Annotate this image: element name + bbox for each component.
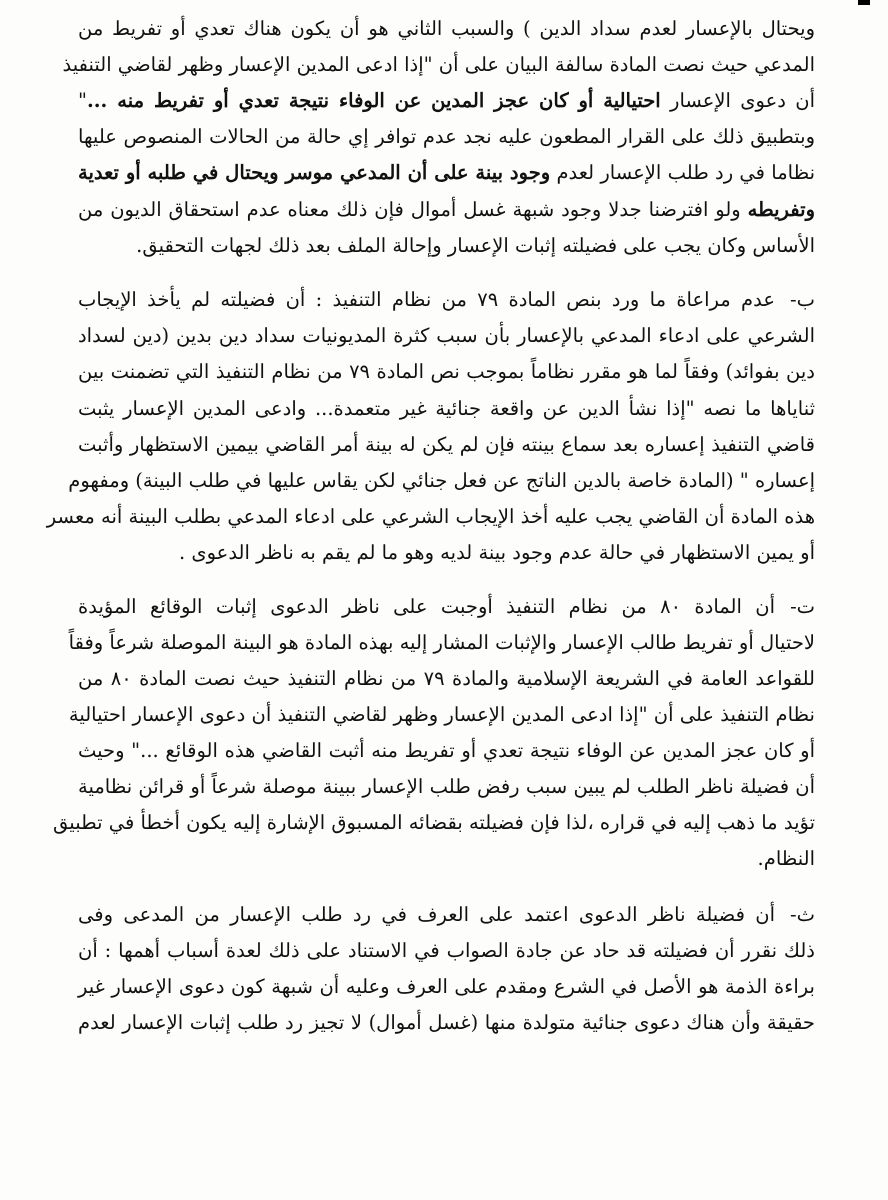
text-line: للقواعد العامة في الشريعة الإسلامية والمادة ٧٩ من نظام التنفيذ حيث نصت المادة ٨٠ من <box>78 667 815 690</box>
text-line <box>78 84 815 118</box>
paragraph-marker: ب- <box>790 288 815 311</box>
text-line: أو كان عجز المدين عن الوفاء نتيجة تعدي أو تفريط منه أثبت القاضي هذه الوقائع ..." وحيث <box>78 739 815 762</box>
line-text: ولو افترضنا جدلا وجود شبهة غسل أموال فإن ذلك معناه عدم استحقاق الديون من <box>78 198 748 221</box>
text-line: أو يمين الاستظهار في حالة عدم وجود بينة لديه وهو ما لم يقم به ناظر الدعوى . <box>178 541 815 564</box>
paragraph-t-first-line <box>78 590 815 624</box>
text-line: ذلك نقرر أن فضيلته قد حاد عن جادة الصواب في الاستناد على ذلك لعدة أسباب أهمها : أن <box>78 939 815 962</box>
line-text: عدم مراعاة ما ورد بنص المادة ٧٩ من نظام التنفيذ : أن فضيلته لم يأخذ الإيجاب <box>78 288 775 311</box>
text-line <box>78 193 815 227</box>
bold-phrase: وجود بينة على أن المدعي موسر ويحتال في طلبه أو تعدية <box>78 161 551 184</box>
text-line: نظام التنفيذ على أن "إذا ادعى المدين الإعسار وظهر لقاضي التنفيذ أن دعوى الإعسار احتيالية <box>68 703 815 726</box>
text-line <box>78 156 815 190</box>
text-line: براءة الذمة هو الأصل في الشرع ومقدم على العرف وعليه أن شبهة كون دعوى الإعسار غير <box>78 975 815 998</box>
paragraph-th-first-line <box>78 898 815 932</box>
line-text: أن فضيلة ناظر الدعوى اعتمد على العرف في رد طلب الإعسار من المدعى وفى <box>78 903 775 926</box>
text-line: النظام. <box>757 847 815 870</box>
text-line: الشرعي على ادعاء المدعي بالإعسار بأن سبب كثرة المديونيات سداد دين بدين (دين لسداد <box>78 324 815 347</box>
paragraph-b-first-line <box>78 283 815 317</box>
text-line: لاحتيال أو تفريط طالب الإعسار والإثبات المشار إليه بهذه المادة هو البينة الموصلة شرعاً وفقاً <box>68 631 815 654</box>
paragraph-marker: ت- <box>790 595 816 618</box>
text-line: ثناياها ما نصه "إذا نشأ الدين عن واقعة جنائية غير متعمدة... وادعى المدين الإعسار يثبت <box>78 397 815 420</box>
text-line: إعساره " (المادة خاصة بالدين الناتج عن فعل جنائي لكن يقاس عليها في طلب البينة) ومفهوم <box>68 469 815 492</box>
page-corner-mark <box>858 0 870 5</box>
text-line: دين بفوائد) وفقاً لما هو مقرر نظاماً بموجب نص المادة ٧٩ من نظام التنفيذ التي تضمنت بين <box>78 360 815 383</box>
paragraph-marker: ث- <box>790 903 815 926</box>
line-text: نظاما في رد طلب الإعسار لعدم <box>550 161 816 184</box>
text-line: هذه المادة أن القاضي يجب عليه أخذ الإيجاب الشرعي على ادعاء المدعي بطلب البينة أنه معسر <box>46 505 815 528</box>
line-text: أن دعوى الإعسار <box>660 89 815 112</box>
bold-quote: احتيالية أو كان عجز المدين عن الوفاء نتيجة تعدي أو تفريط منه ... <box>86 89 661 112</box>
text-line: الأساس وكان يجب على فضيلته إثبات الإعسار وإحالة الملف بعد ذلك لجهات التحقيق. <box>136 234 815 257</box>
text-line: أن فضيلة ناظر الطلب لم يبين سبب رفض طلب الإعسار ببينة موصلة شرعاً أو قرائن نظامية <box>78 775 815 798</box>
text-line: حقيقة وأن هناك دعوى جنائية متولدة منها (غسل أموال) لا تجيز رد طلب إثبات الإعسار لعدم <box>78 1011 815 1034</box>
text-line: تؤيد ما ذهب إليه في قراره ،لذا فإن فضيلته بقضائه المسبوق الإشارة إليه يكون أخطأ في تطبيق <box>53 811 815 834</box>
text-line: وبتطبيق ذلك على القرار المطعون عليه نجد عدم توافر إي حالة من الحالات المنصوص عليها <box>78 125 815 148</box>
text-line: قاضي التنفيذ إعساره بعد سماع بينته فإن لم يكن له بينة أمر القاضي بيمين الاستظهار وأثبت <box>78 433 815 456</box>
line-text: أن المادة ٨٠ من نظام التنفيذ أوجبت على ناظر الدعوى إثبات الوقائع المؤيدة <box>78 595 776 618</box>
text-line: ويحتال بالإعسار لعدم سداد الدين ) والسبب الثاني هو أن يكون هناك تعدي أو تفريط من <box>78 17 815 40</box>
bold-phrase: وتفريطه <box>747 198 815 221</box>
text-line: المدعي حيث نصت المادة سالفة البيان على أن "إذا ادعى المدين الإعسار وظهر لقاضي التنفيذ <box>62 53 815 76</box>
line-text: " <box>78 89 87 112</box>
